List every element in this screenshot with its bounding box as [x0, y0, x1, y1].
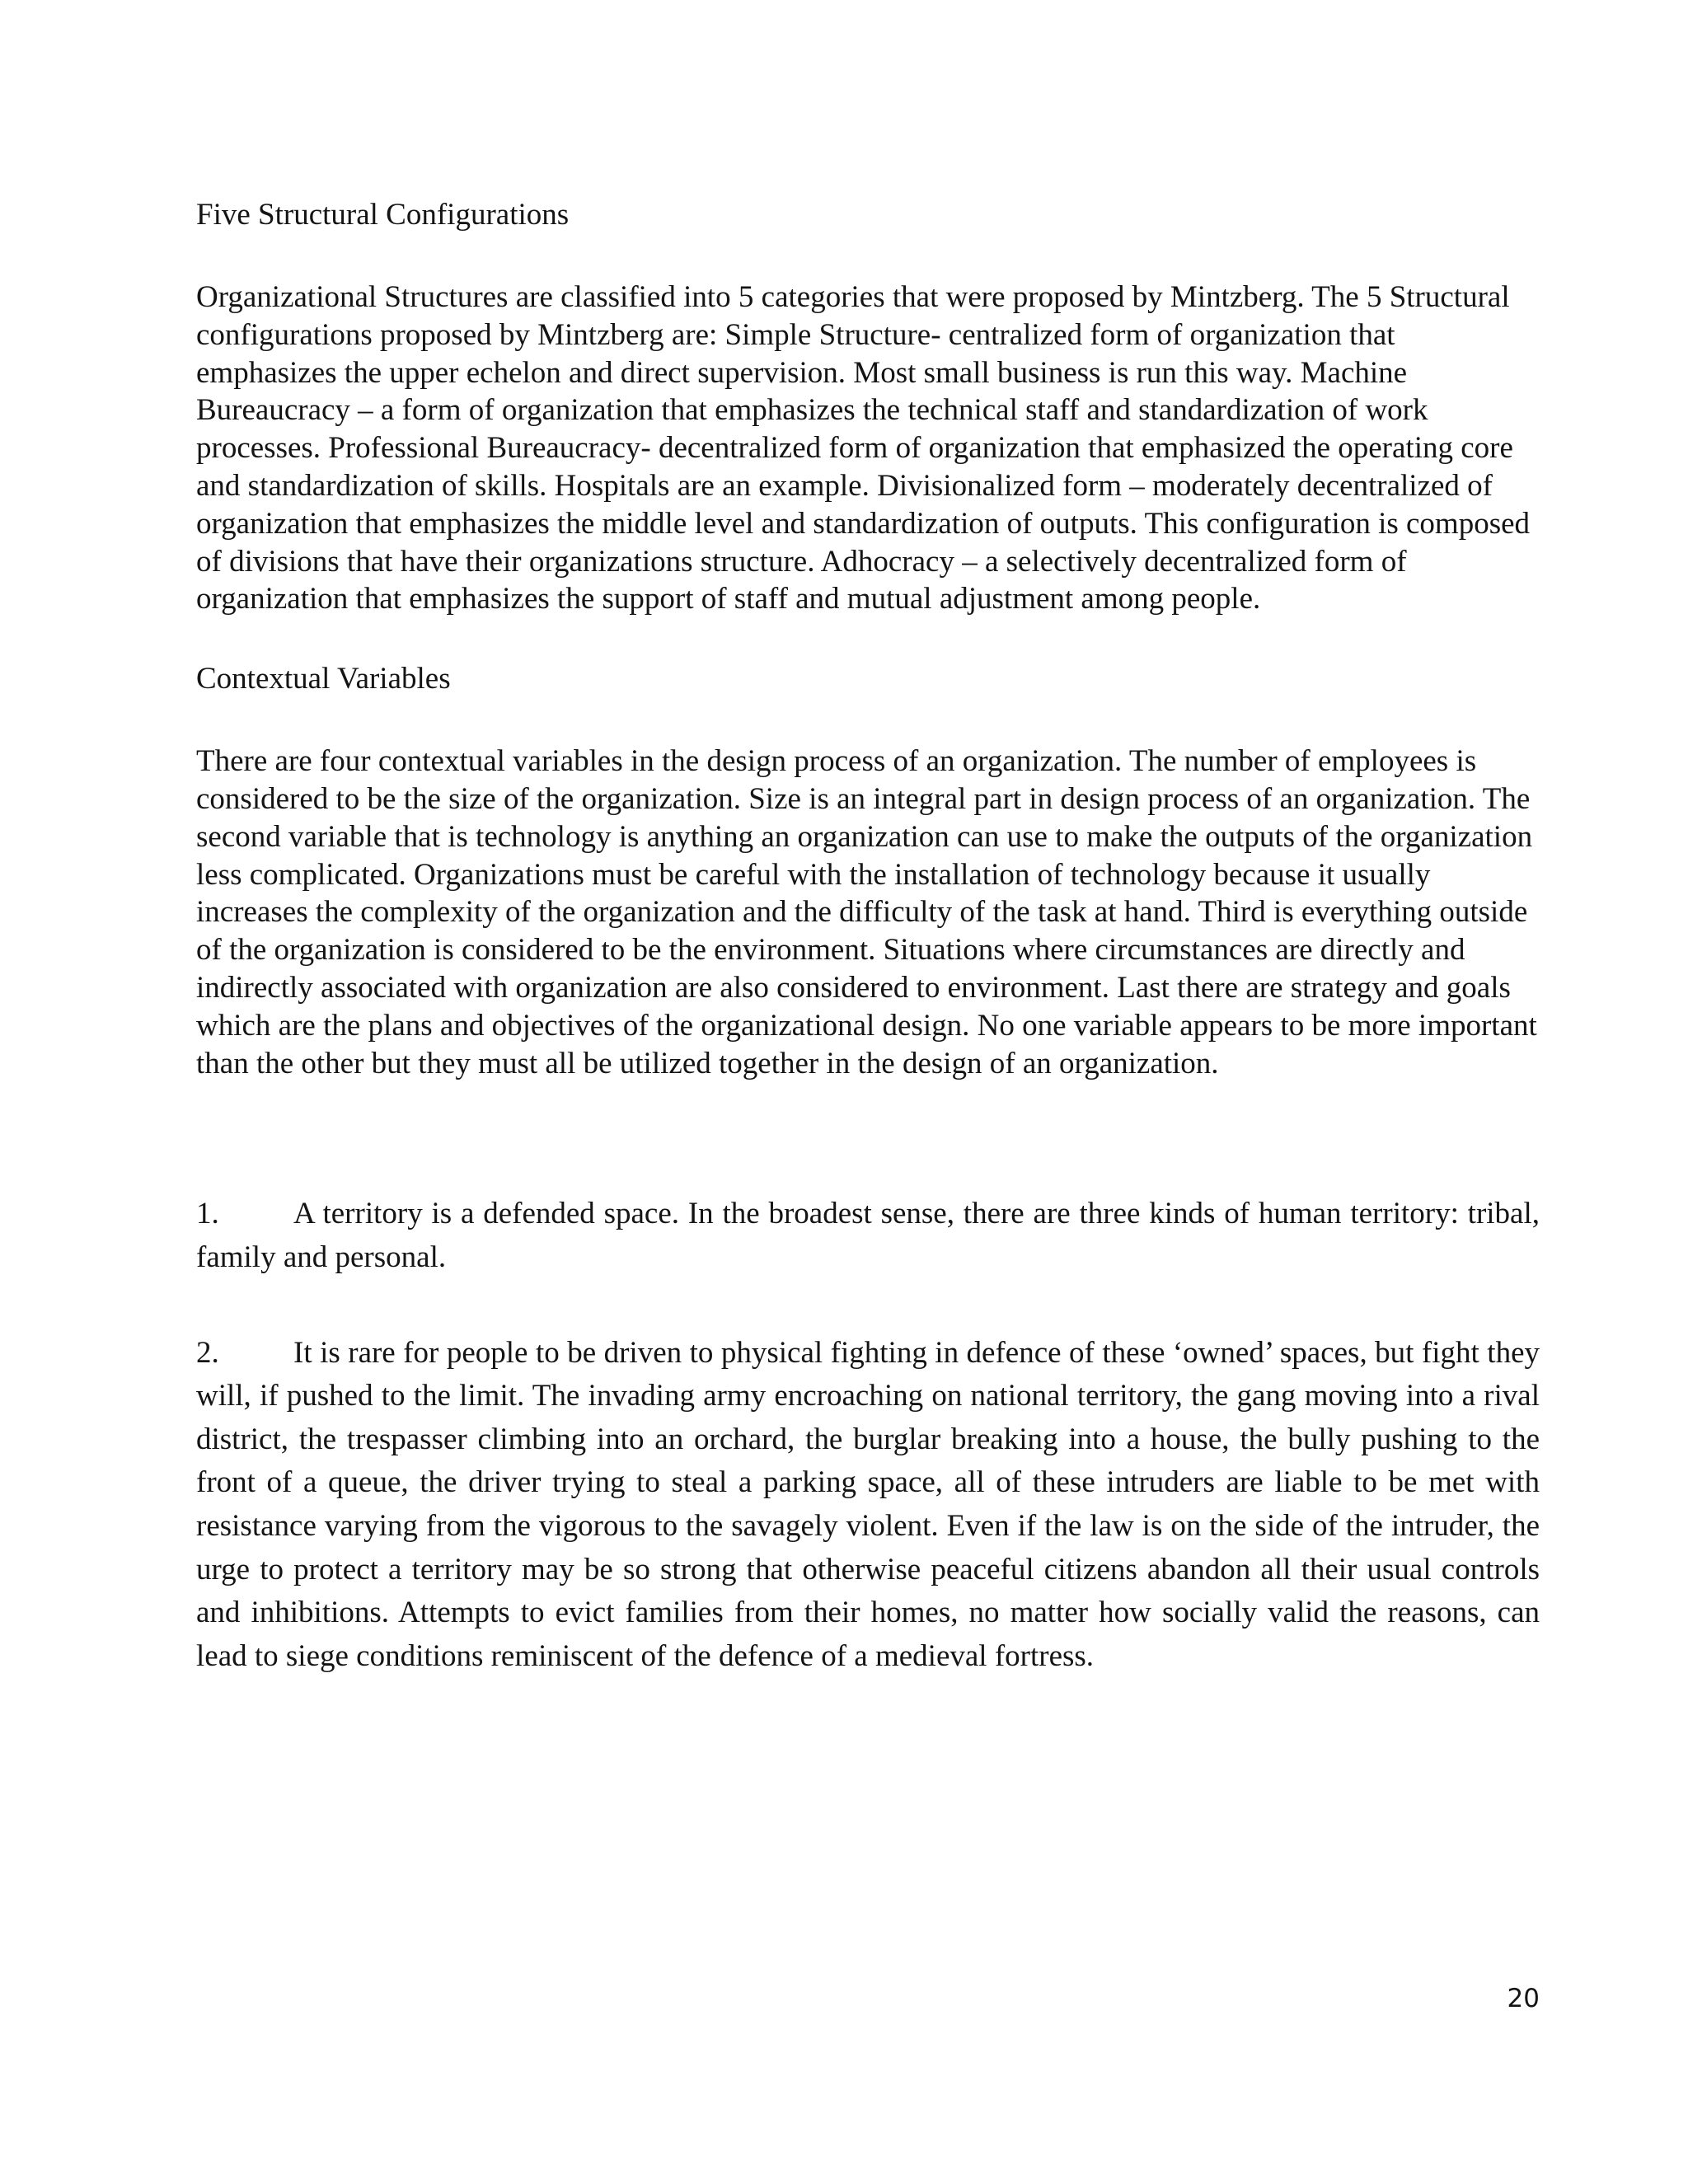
list-item [196, 1332, 1540, 1679]
list-item-text: A territory is a defended space. In the broadest sense, there are three kinds of human territory: tribal, family and personal. [196, 1197, 1540, 1274]
numbered-list [196, 1193, 1540, 1678]
section-heading-contextual-variables: Contextual Variables [196, 662, 451, 696]
list-item-number: 2. [196, 1335, 219, 1370]
list-item-number: 1. [196, 1197, 219, 1231]
page-content [196, 196, 1540, 1678]
list-item [196, 1193, 1540, 1279]
section-heading-five-structural-configurations: Five Structural Configurations [196, 198, 570, 232]
list-item-text: It is rare for people to be driven to physical fighting in defence of these ‘owned’ spaces, but fight they will, if pushed to the limit. The invading army encroaching on national territory, the gang moving into a rival district, the trespasser climbing into an orchard, the burglar breaking into a house, the bully pushing to the front of a queue, the driver trying to steal a parking space, all of these intruders are liable to be met with resistance varying from the vigorous to the savagely violent. Even if the law is on the side of the intruder, the urge to protect a territory may be so strong that otherwise peaceful citizens abandon all their usual controls and inhibitions. Attempts to evict families from their homes, no matter how socially valid the reasons, can lead to siege conditions reminiscent of the defence of a medieval fortress. [196, 1335, 1540, 1673]
paragraph-five-structural-configurations: Organizational Structures are classified into 5 categories that were proposed by Mintzberg. The 5 Structural configurations proposed by Mintzberg are: Simple Structure- centralized form of organization that emphasizes the upper echelon and direct supervision. Most small business is run this way. Machine Bureaucracy – a form of organization that emphasizes the technical staff and standardization of work processes. Professional Bureaucracy- decentralized form of organization that emphasized the operating core and standardization of skills. Hospitals are an example. Divisionalized form – moderately decentralized of organization that emphasizes the middle level and standardization of outputs. This configuration is composed of divisions that have their organizations structure. Adhocracy – a selectively decentralized form of organization that emphasizes the support of staff and mutual adjustment among people. [196, 280, 1531, 616]
page-number: 20 [1507, 1984, 1540, 2013]
paragraph-contextual-variables: There are four contextual variables in the design process of an organization. The number of employees is considered to be the size of the organization. Size is an integral part in design process of an organization. The second variable that is technology is anything an organization can use to make the outputs of the organization less complicated. Organizations must be careful with the installation of technology because it usually increases the complexity of the organization and the difficulty of the task at hand. Third is everything outside of the organization is considered to be the environment. Situations where circumstances are directly and indirectly associated with organization are also considered to environment. Last there are strategy and goals which are the plans and objectives of the organizational design. No one variable appears to be more important than the other but they must all be utilized together in the design of an organization. [196, 744, 1537, 1080]
